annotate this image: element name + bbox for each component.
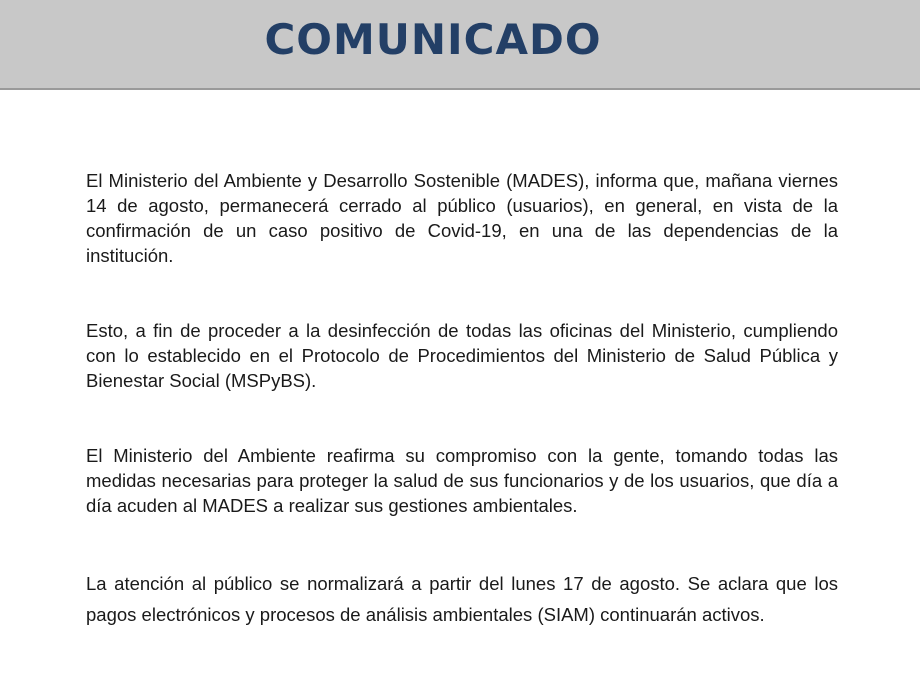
paragraph-disinfection: Esto, a fin de proceder a la desinfección de todas las oficinas del Ministerio, cumpliendo con lo establecido en el Protocolo de Procedimientos del Ministerio de Salud Pública y Bienestar Social (MSPyBS). <box>86 320 838 391</box>
page-title: COMUNICADO <box>264 15 602 64</box>
paragraph-commitment: El Ministerio del Ambiente reafirma su compromiso con la gente, tomando todas las medidas necesarias para proteger la salud de sus funcionarios y de los usuarios, que día a día acuden al MADES a realizar sus gestiones ambientales. <box>86 445 838 516</box>
paragraph-closure-notice: El Ministerio del Ambiente y Desarrollo Sostenible (MADES), informa que, mañana viernes 14 de agosto, permanecerá cerrado al público (usuarios), en general, en vista de la confirmación de un caso positivo de Covid-19, en una de las dependencias de la institución. <box>86 170 838 266</box>
paragraph-service-resumption: La atención al público se normalizará a partir del lunes 17 de agosto. Se aclara que los pagos electrónicos y procesos de análisis ambientales (SIAM) continuarán activos. <box>86 573 838 625</box>
document-body <box>86 168 838 630</box>
header-band <box>0 0 920 90</box>
